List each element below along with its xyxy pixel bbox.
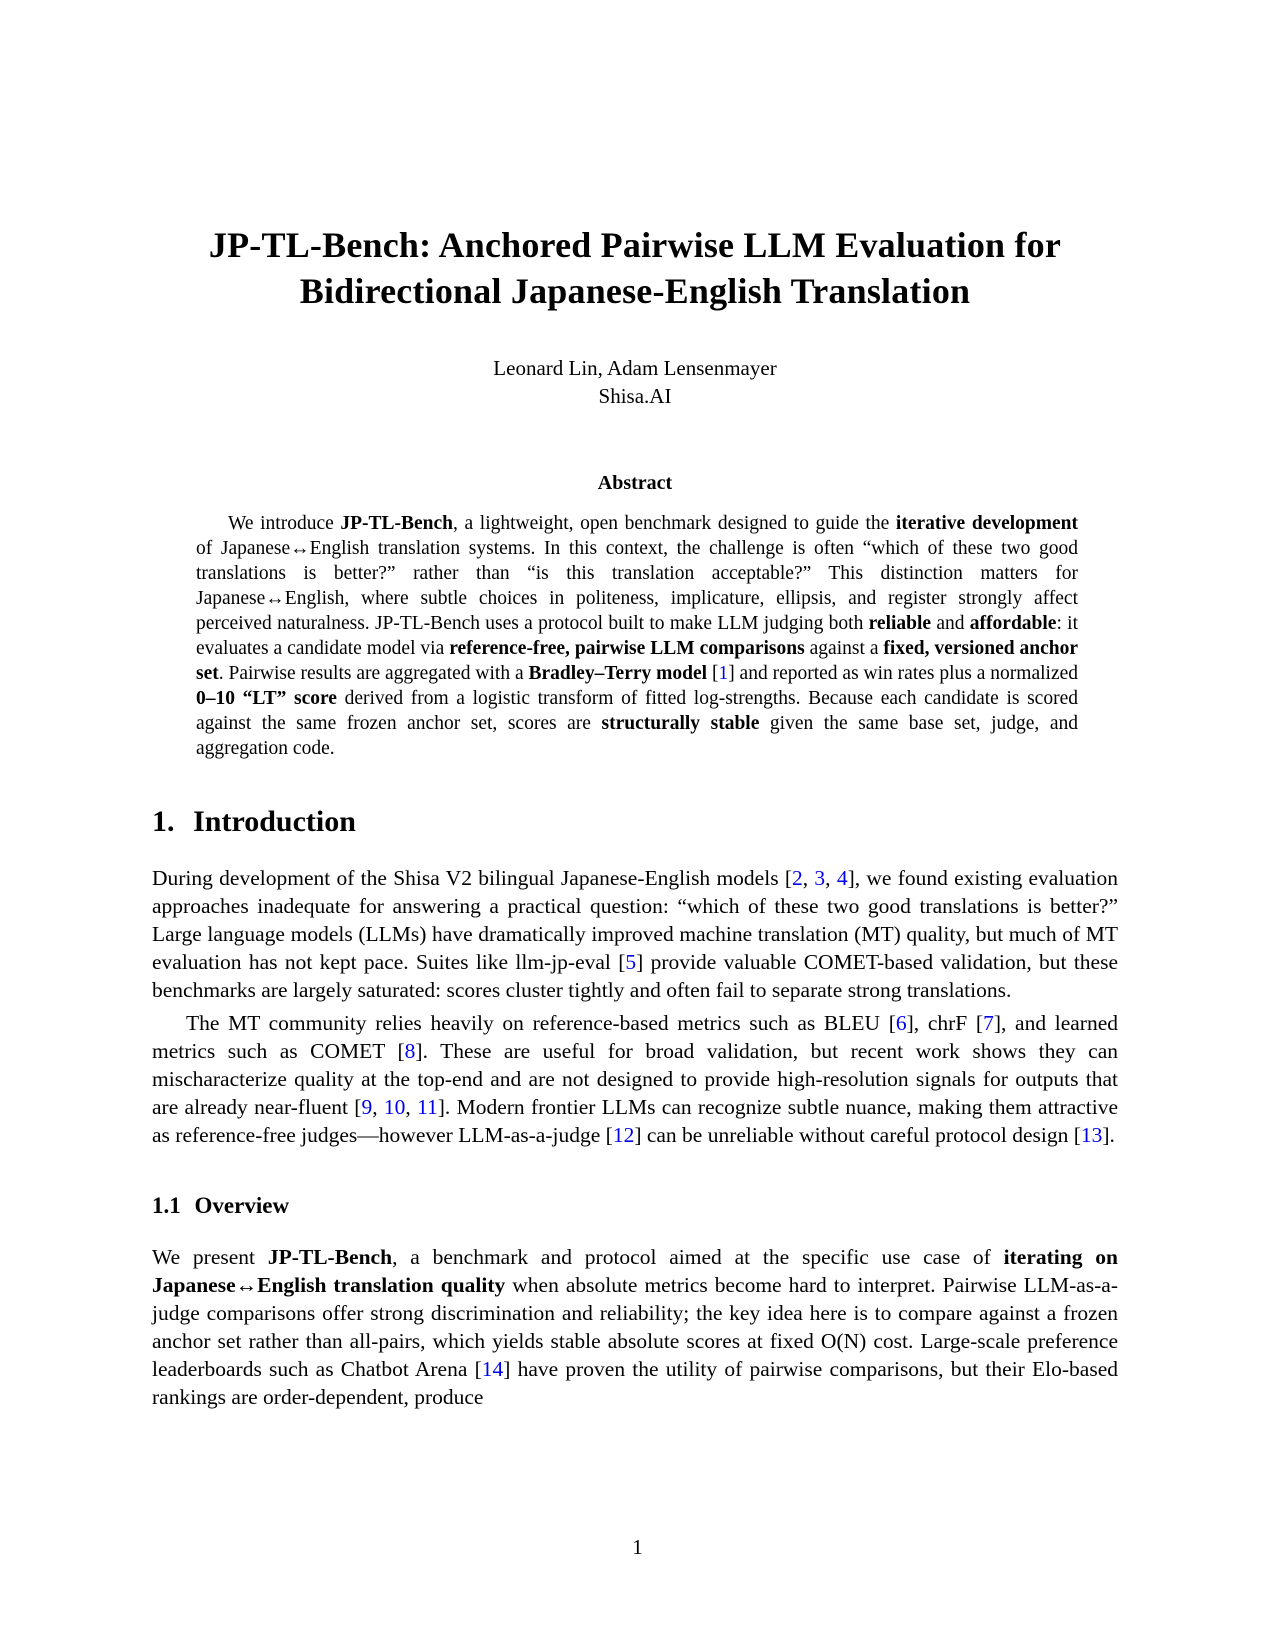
text-run: and <box>931 613 970 634</box>
citation-link[interactable]: 4 <box>836 865 848 890</box>
citation-link[interactable]: 3 <box>814 865 826 890</box>
bold-text-run: 0–10 “LT” score <box>196 688 337 709</box>
text-run: : it evaluates a candidate model via <box>196 613 1078 659</box>
bold-text-run: JP-TL-Bench <box>340 513 454 534</box>
citation-link[interactable]: 5 <box>625 949 637 974</box>
text-run: During development of the Shisa V2 bilingual Japanese-English models [ <box>152 865 792 890</box>
paper-title <box>152 222 1118 314</box>
bold-text-run: reference-free, pairwise LLM comparisons <box>449 638 805 659</box>
section-number: 1. <box>152 805 175 838</box>
bold-text-run: iterating on Japanese↔English translation quality <box>152 1244 1118 1297</box>
citation-link[interactable]: 11 <box>417 1094 438 1119</box>
abstract-paragraph <box>196 511 1078 761</box>
intro-paragraph-1 <box>152 864 1118 1004</box>
citation-link[interactable]: 8 <box>404 1038 416 1063</box>
overview-paragraph <box>152 1243 1118 1411</box>
text-run: ]. <box>1102 1122 1115 1147</box>
subsection-label: Overview <box>194 1192 290 1218</box>
text-run: ] and reported as win rates plus a normalized <box>728 663 1079 684</box>
citation-link[interactable]: 6 <box>895 1010 907 1035</box>
text-run: ], chrF [ <box>906 1010 984 1035</box>
section-heading-introduction <box>152 805 1118 840</box>
text-run: , <box>825 865 837 890</box>
title-line: Bidirectional Japanese-English Translation <box>299 271 971 311</box>
title-line: JP-TL-Bench: Anchored Pairwise LLM Evaluation for <box>208 225 1062 265</box>
subsection-number: 1.1 <box>152 1192 181 1218</box>
text-run: , a benchmark and protocol aimed at the specific use case of <box>392 1244 1004 1269</box>
text-run: , a lightweight, open benchmark designed to guide the <box>453 513 896 534</box>
text-run: We introduce <box>228 513 341 534</box>
text-run: ] can be unreliable without careful protocol design [ <box>634 1122 1081 1147</box>
authors-line: Leonard Lin, Adam Lensenmayer <box>493 356 777 380</box>
text-run: We present <box>152 1244 268 1269</box>
page-number: 1 <box>632 1535 643 1559</box>
bold-text-run: Bradley–Terry model <box>528 663 708 684</box>
citation-link[interactable]: 12 <box>612 1122 635 1147</box>
text-run: given the same base set, judge, and aggregation code. <box>196 713 1078 759</box>
subsection-heading-overview <box>152 1193 1118 1219</box>
citation-link[interactable]: 10 <box>383 1094 406 1119</box>
text-run: . Pairwise results are aggregated with a <box>218 663 529 684</box>
text-run: , <box>802 865 815 890</box>
text-run: [ <box>707 663 719 684</box>
text-run: ], and learned metrics such as COMET [ <box>152 1010 1119 1063</box>
bold-text-run: reliable <box>868 613 932 634</box>
affiliation: Shisa.AI <box>598 384 672 408</box>
citation-link[interactable]: 7 <box>983 1010 994 1035</box>
text-run: ]. These are useful for broad validation, but recent work shows they can mischaracterize quality at the top-end and are not designed to provide high-resolution signals for outputs that are already near-fluent [ <box>152 1038 1118 1119</box>
text-run: when absolute metrics become hard to interpret. Pairwise LLM-as-a-judge comparisons offer strong discrimination and reliability; the key idea here is to compare against a frozen anchor set rather than all-pairs, which yields stable absolute scores at fixed O(N) cost. Large-scale preference leaderboards such as Chatbot Arena [ <box>152 1272 1119 1381</box>
text-run: , <box>405 1094 418 1119</box>
text-run: The MT community relies heavily on reference-based metrics such as BLEU [ <box>186 1010 896 1035</box>
citation-link[interactable]: 2 <box>792 865 803 890</box>
text-run: derived from a logistic transform of fitted log-strengths. Because each candidate is scored against the same frozen anchor set, scores are <box>196 688 1078 734</box>
citation-link[interactable]: 9 <box>361 1094 373 1119</box>
citation-link[interactable]: 13 <box>1080 1122 1103 1147</box>
text-run: ] provide valuable COMET-based validation, but these benchmarks are largely saturated: scores cluster tightly and often fail to separate strong translations. <box>152 949 1118 1002</box>
bold-text-run: fixed, versioned anchor set <box>196 638 1079 684</box>
intro-paragraph-2 <box>152 1009 1118 1149</box>
text-run: against a <box>804 638 884 659</box>
citation-link[interactable]: 14 <box>481 1356 504 1381</box>
text-run: ], we found existing evaluation approaches inadequate for answering a practical question: “which of these two good translations is better?” Large language models (LLMs) have dramatically improved machine translation (MT) quality, but much of MT evaluation has not kept pace. Suites like llm-jp-eval [ <box>152 865 1119 974</box>
text-run: , <box>372 1094 384 1119</box>
bold-text-run: affordable <box>969 613 1057 634</box>
citation-link[interactable]: 1 <box>718 663 729 684</box>
bold-text-run: structurally stable <box>601 713 760 734</box>
bold-text-run: iterative development <box>895 513 1078 534</box>
section-label: Introduction <box>193 805 356 838</box>
text-run: ] have proven the utility of pairwise comparisons, but their Elo-based rankings are order-dependent, produce <box>152 1356 1118 1409</box>
text-run: of Japanese↔English translation systems. In this context, the challenge is often “which of these two good translations is better?” rather than “is this translation acceptable?” This distinction matters for Japanese↔English, where subtle choices in politeness, implicature, ellipsis, and register strongly affect perceived naturalness. JP-TL-Bench uses a protocol built to make LLM judging both <box>196 538 1078 634</box>
text-run: ]. Modern frontier LLMs can recognize subtle nuance, making them attractive as reference-free judges—however LLM-as-a-judge [ <box>152 1094 1119 1147</box>
bold-text-run: JP-TL-Bench <box>267 1244 393 1269</box>
author-block <box>152 354 1118 410</box>
abstract-heading: Abstract <box>597 472 673 494</box>
